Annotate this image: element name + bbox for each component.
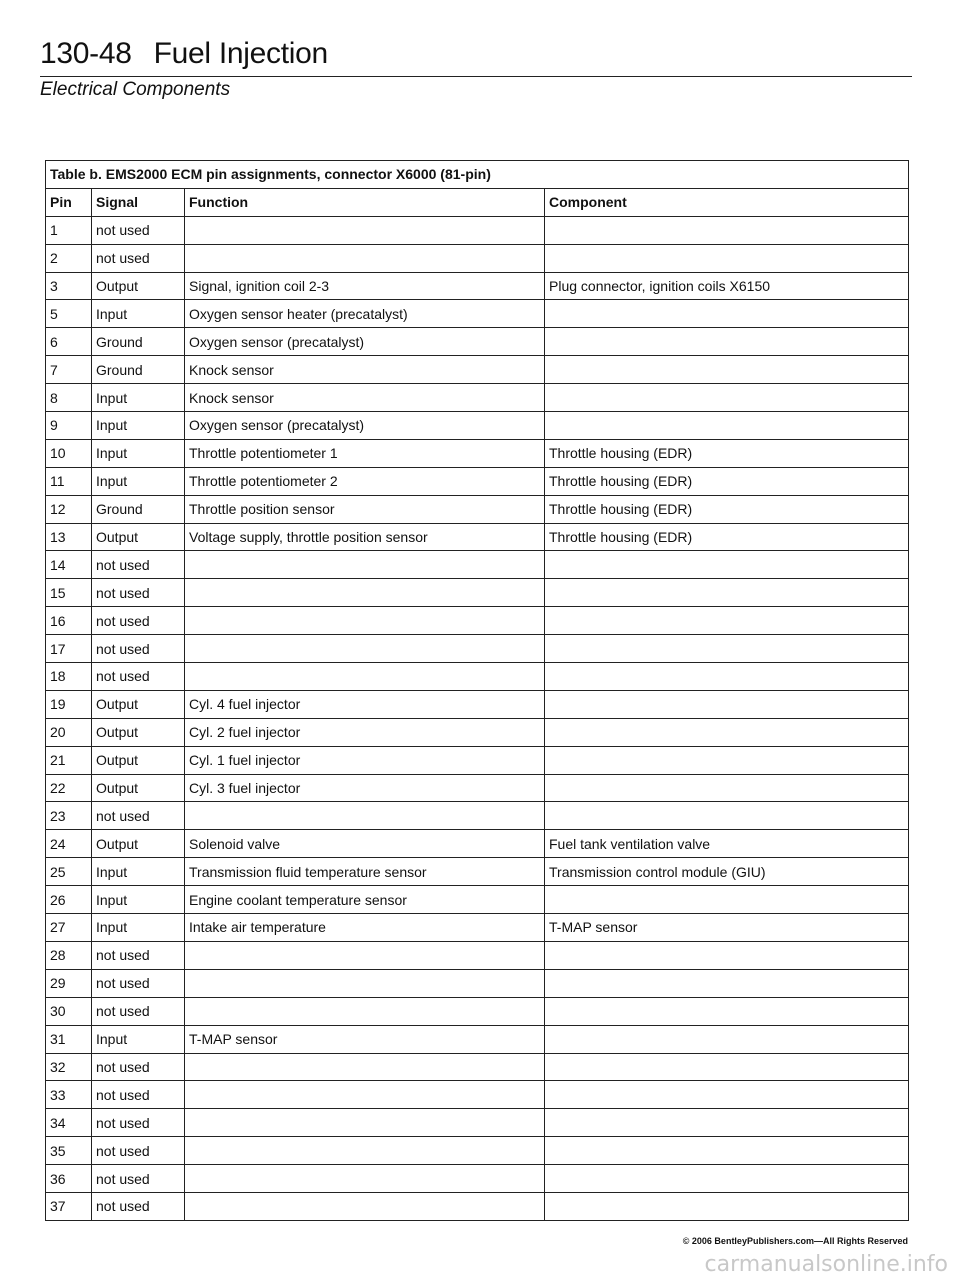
pin-cell: 17 [46, 635, 92, 663]
function-cell: Oxygen sensor (precatalyst) [185, 412, 545, 440]
pin-cell: 26 [46, 886, 92, 914]
function-cell [185, 1137, 545, 1165]
signal-cell: Output [92, 690, 185, 718]
function-cell: Cyl. 1 fuel injector [185, 746, 545, 774]
table-row [46, 1081, 909, 1109]
pin-cell: 34 [46, 1109, 92, 1137]
pin-cell: 12 [46, 495, 92, 523]
signal-cell: Input [92, 886, 185, 914]
pin-cell: 15 [46, 579, 92, 607]
pin-cell: 19 [46, 690, 92, 718]
function-cell: Knock sensor [185, 384, 545, 412]
signal-cell: not used [92, 1053, 185, 1081]
table-row [46, 969, 909, 997]
table-row [46, 495, 909, 523]
function-cell: Engine coolant temperature sensor [185, 886, 545, 914]
table-row [46, 439, 909, 467]
pin-cell: 7 [46, 356, 92, 384]
component-cell: Plug connector, ignition coils X6150 [545, 272, 909, 300]
function-cell [185, 579, 545, 607]
component-cell [545, 941, 909, 969]
component-cell [545, 579, 909, 607]
table-row [46, 1109, 909, 1137]
column-header-function: Function [185, 188, 545, 216]
component-cell: Throttle housing (EDR) [545, 439, 909, 467]
table-row [46, 941, 909, 969]
signal-cell: not used [92, 1192, 185, 1220]
pin-cell: 14 [46, 551, 92, 579]
signal-cell: Output [92, 746, 185, 774]
signal-cell: Output [92, 718, 185, 746]
component-cell [545, 886, 909, 914]
function-cell: Transmission fluid temperature sensor [185, 858, 545, 886]
pin-cell: 28 [46, 941, 92, 969]
component-cell [545, 802, 909, 830]
pin-cell: 31 [46, 1025, 92, 1053]
function-cell [185, 216, 545, 244]
function-cell [185, 997, 545, 1025]
table-row [46, 607, 909, 635]
table-row [46, 690, 909, 718]
pin-cell: 24 [46, 830, 92, 858]
component-cell [545, 300, 909, 328]
signal-cell: Ground [92, 328, 185, 356]
component-cell [545, 997, 909, 1025]
table-row [46, 886, 909, 914]
column-header-signal: Signal [92, 188, 185, 216]
table-caption-row [46, 161, 909, 189]
function-cell [185, 607, 545, 635]
pin-cell: 5 [46, 300, 92, 328]
function-cell: Knock sensor [185, 356, 545, 384]
component-cell [545, 1137, 909, 1165]
signal-cell: Output [92, 523, 185, 551]
component-cell [545, 969, 909, 997]
component-cell [545, 1192, 909, 1220]
function-cell: Solenoid valve [185, 830, 545, 858]
table-body [46, 216, 909, 1220]
pin-cell: 35 [46, 1137, 92, 1165]
table-row [46, 1192, 909, 1220]
function-cell: Cyl. 4 fuel injector [185, 690, 545, 718]
table-caption: Table b. EMS2000 ECM pin assignments, connector X6000 (81-pin) [46, 161, 909, 189]
signal-cell: Output [92, 774, 185, 802]
signal-cell: not used [92, 663, 185, 691]
signal-cell: not used [92, 244, 185, 272]
page-title [40, 36, 912, 72]
pin-cell: 1 [46, 216, 92, 244]
pin-cell: 8 [46, 384, 92, 412]
component-cell [545, 1109, 909, 1137]
table-row [46, 1165, 909, 1193]
signal-cell: Ground [92, 495, 185, 523]
signal-cell: not used [92, 969, 185, 997]
component-cell [545, 328, 909, 356]
column-header-pin: Pin [46, 188, 92, 216]
table-row [46, 830, 909, 858]
table-header-row [46, 188, 909, 216]
signal-cell: Input [92, 1025, 185, 1053]
function-cell: Intake air temperature [185, 914, 545, 942]
function-cell: Cyl. 3 fuel injector [185, 774, 545, 802]
function-cell [185, 1053, 545, 1081]
component-cell: Throttle housing (EDR) [545, 495, 909, 523]
function-cell [185, 635, 545, 663]
signal-cell: not used [92, 607, 185, 635]
pin-cell: 21 [46, 746, 92, 774]
function-cell [185, 244, 545, 272]
pin-cell: 3 [46, 272, 92, 300]
function-cell [185, 551, 545, 579]
signal-cell: not used [92, 997, 185, 1025]
component-cell [545, 1053, 909, 1081]
function-cell [185, 1165, 545, 1193]
pin-cell: 6 [46, 328, 92, 356]
component-cell [545, 774, 909, 802]
component-cell [545, 216, 909, 244]
pin-cell: 25 [46, 858, 92, 886]
pin-cell: 13 [46, 523, 92, 551]
signal-cell: not used [92, 802, 185, 830]
component-cell [545, 412, 909, 440]
column-header-component: Component [545, 188, 909, 216]
table-row [46, 1053, 909, 1081]
function-cell [185, 1081, 545, 1109]
function-cell: Throttle potentiometer 2 [185, 467, 545, 495]
table-row [46, 663, 909, 691]
component-cell [545, 384, 909, 412]
signal-cell: Output [92, 272, 185, 300]
signal-cell: not used [92, 579, 185, 607]
signal-cell: not used [92, 1165, 185, 1193]
signal-cell: not used [92, 1081, 185, 1109]
table-row [46, 1025, 909, 1053]
function-cell: Throttle potentiometer 1 [185, 439, 545, 467]
function-cell: Cyl. 2 fuel injector [185, 718, 545, 746]
chapter-title: Fuel Injection [153, 37, 328, 70]
pin-assignment-table [45, 160, 909, 1221]
function-cell [185, 663, 545, 691]
copyright-notice: © 2006 BentleyPublishers.com—All Rights Reserved [682, 1236, 908, 1246]
pin-cell: 16 [46, 607, 92, 635]
table-row [46, 1137, 909, 1165]
component-cell: Throttle housing (EDR) [545, 467, 909, 495]
table-row [46, 523, 909, 551]
page-number: 130-48 [40, 37, 132, 70]
pin-cell: 10 [46, 439, 92, 467]
signal-cell: Input [92, 300, 185, 328]
table-row [46, 384, 909, 412]
component-cell: Throttle housing (EDR) [545, 523, 909, 551]
table-row [46, 551, 909, 579]
pin-cell: 23 [46, 802, 92, 830]
component-cell [545, 1165, 909, 1193]
signal-cell: not used [92, 551, 185, 579]
table-row [46, 914, 909, 942]
table-row [46, 244, 909, 272]
table-row [46, 718, 909, 746]
table-row [46, 272, 909, 300]
table-row [46, 356, 909, 384]
signal-cell: Output [92, 830, 185, 858]
component-cell [545, 663, 909, 691]
function-cell [185, 969, 545, 997]
pin-cell: 32 [46, 1053, 92, 1081]
pin-cell: 30 [46, 997, 92, 1025]
table-row [46, 635, 909, 663]
signal-cell: Input [92, 384, 185, 412]
table-row [46, 858, 909, 886]
table-row [46, 412, 909, 440]
table-row [46, 746, 909, 774]
pin-cell: 37 [46, 1192, 92, 1220]
pin-cell: 18 [46, 663, 92, 691]
section-title: Electrical Components [40, 79, 231, 100]
function-cell [185, 802, 545, 830]
signal-cell: Input [92, 858, 185, 886]
function-cell: Oxygen sensor heater (precatalyst) [185, 300, 545, 328]
component-cell [545, 718, 909, 746]
table-row [46, 300, 909, 328]
component-cell [545, 607, 909, 635]
pin-cell: 27 [46, 914, 92, 942]
signal-cell: Input [92, 412, 185, 440]
table-row [46, 467, 909, 495]
table-row [46, 328, 909, 356]
signal-cell: Input [92, 467, 185, 495]
pin-cell: 11 [46, 467, 92, 495]
signal-cell: not used [92, 1137, 185, 1165]
function-cell: Signal, ignition coil 2-3 [185, 272, 545, 300]
pin-cell: 29 [46, 969, 92, 997]
page-header [40, 36, 912, 100]
signal-cell: Input [92, 439, 185, 467]
component-cell: Fuel tank ventilation valve [545, 830, 909, 858]
function-cell: Throttle position sensor [185, 495, 545, 523]
component-cell [545, 244, 909, 272]
component-cell [545, 635, 909, 663]
component-cell: Transmission control module (GIU) [545, 858, 909, 886]
pin-cell: 2 [46, 244, 92, 272]
table-row [46, 774, 909, 802]
component-cell [545, 1081, 909, 1109]
table-row [46, 997, 909, 1025]
header-rule [40, 76, 912, 77]
table-row [46, 802, 909, 830]
signal-cell: not used [92, 216, 185, 244]
function-cell: T-MAP sensor [185, 1025, 545, 1053]
function-cell [185, 941, 545, 969]
signal-cell: Ground [92, 356, 185, 384]
component-cell [545, 1025, 909, 1053]
pin-cell: 22 [46, 774, 92, 802]
function-cell: Oxygen sensor (precatalyst) [185, 328, 545, 356]
pin-cell: 33 [46, 1081, 92, 1109]
function-cell [185, 1109, 545, 1137]
function-cell: Voltage supply, throttle position sensor [185, 523, 545, 551]
signal-cell: Input [92, 914, 185, 942]
component-cell [545, 690, 909, 718]
component-cell: T-MAP sensor [545, 914, 909, 942]
function-cell [185, 1192, 545, 1220]
signal-cell: not used [92, 941, 185, 969]
pin-cell: 20 [46, 718, 92, 746]
table-row [46, 216, 909, 244]
pin-cell: 9 [46, 412, 92, 440]
component-cell [545, 356, 909, 384]
pin-cell: 36 [46, 1165, 92, 1193]
component-cell [545, 551, 909, 579]
signal-cell: not used [92, 1109, 185, 1137]
table-row [46, 579, 909, 607]
signal-cell: not used [92, 635, 185, 663]
watermark-text: carmanualsonline.info [704, 1252, 948, 1277]
component-cell [545, 746, 909, 774]
